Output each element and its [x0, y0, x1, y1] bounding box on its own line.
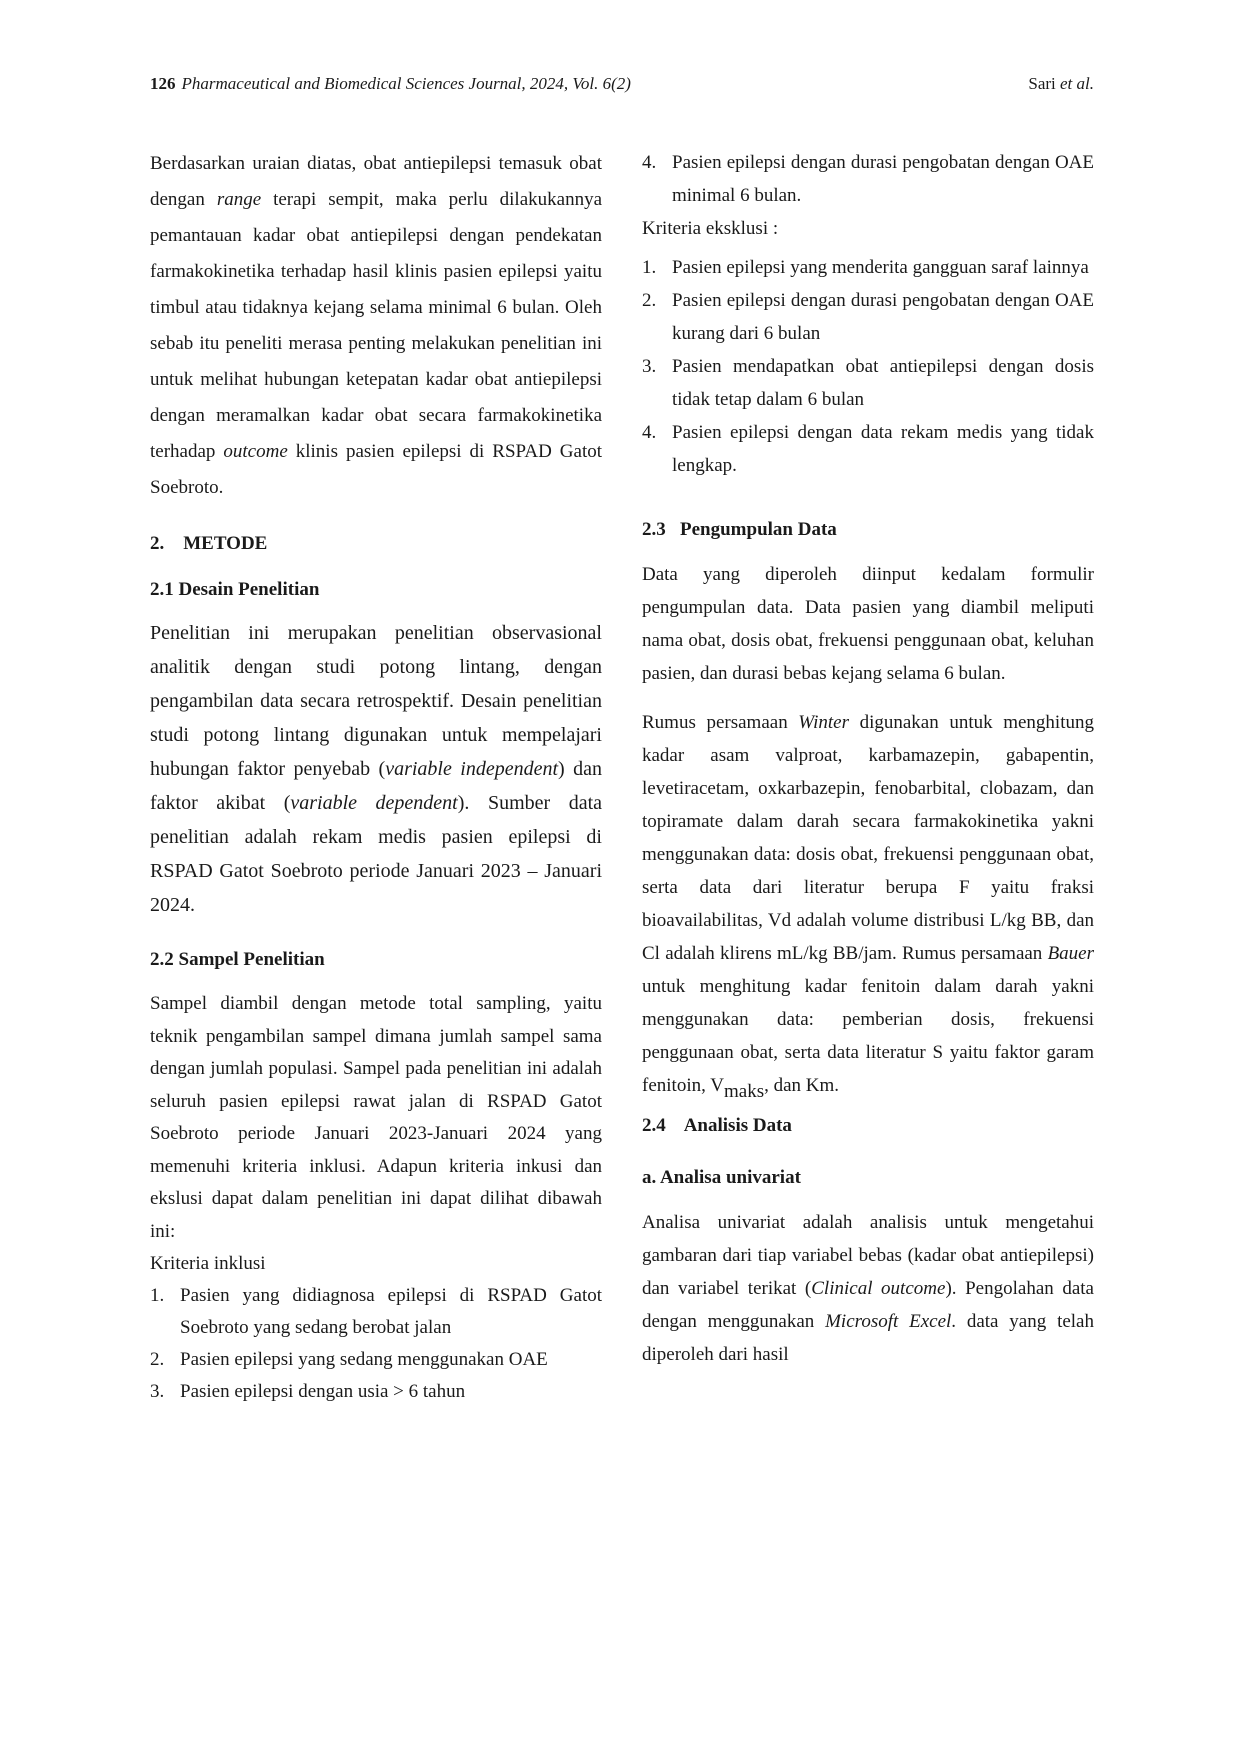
eksklusi-item: 1. Pasien epilepsi yang menderita gangguan saraf lainnya [642, 257, 1089, 278]
rumus-paragraph: Rumus persamaan Winter digunakan untuk menghitung kadar asam valproat, karbamazepin, gabapentin, levetiracetam, oxkarbazepin, fenobarbital, clobazam, dan topiramate dalam darah secara farmakokinetika yakni menggunakan data: dosis obat, frekuensi penggunaan obat, serta data dari literatur berupa F yaitu fraksi bioavailabilitas, Vd adalah volume distribusi L/kg BB, dan Cl adalah klirens mL/kg BB/jam. Rumus persamaan Bauer untuk menghitung kadar fenitoin dalam darah yakni menggunakan data: pemberian dosis, frekuensi penggunaan obat, serta data literatur S yaitu faktor garam fenitoin, Vmaks, dan Km. [642, 712, 1094, 1102]
inklusi-item: 4. Pasien epilepsi dengan durasi pengobatan dengan OAE minimal 6 bulan. [642, 152, 1094, 206]
desain-paragraph: Penelitian ini merupakan penelitian observasional analitik dengan studi potong lintang, dengan pengambilan data secara retrospektif. Desain penelitian studi potong lintang digunakan untuk mempelajari hubungan faktor penyebab (variable independent) dan faktor akibat (variable dependent). Sumber data penelitian adalah rekam medis pasien epilepsi di RSPAD Gatot Soebroto periode Januari 2023 – Januari 2024. [150, 622, 603, 916]
intro-paragraph: Berdasarkan uraian diatas, obat antiepilepsi temasuk obat dengan range terapi sempit, maka perlu dilakukannya pemantauan kadar obat antiepilepsi dengan pendekatan farmakokinetika terhadap hasil klinis pasien epilepsi yaitu timbul atau tidaknya kejang selama minimal 6 bulan. Oleh sebab itu peneliti merasa penting melakukan penelitian ini untuk melihat hubungan ketepatan kadar obat antiepilepsi dengan meramalkan kadar obat secara farmakokinetika terhadap outcome klinis pasien epilepsi di RSPAD Gatot Soebroto. [150, 153, 603, 498]
univariat-heading: a. Analisa univariat [642, 1167, 801, 1188]
inklusi-item: 1. Pasien yang didiagnosa epilepsi di RSPAD Gatot Soebroto yang sedang berobat jalan [150, 1285, 602, 1338]
sampel-heading: 2.2 Sampel Penelitian [150, 949, 325, 970]
pengumpulan-paragraph: Data yang diperoleh diinput kedalam formulir pengumpulan data. Data pasien yang diambil meliputi nama obat, dosis obat, frekuensi penggunaan obat, keluhan pasien, dan durasi bebas kejang selama 6 bulan. [642, 564, 1094, 684]
eksklusi-item: 4. Pasien epilepsi dengan data rekam medis yang tidak lengkap. [642, 422, 1094, 476]
page-number: 126 [150, 74, 176, 93]
metode-heading: 2. METODE [150, 533, 268, 554]
univariat-paragraph: Analisa univariat adalah analisis untuk mengetahui gambaran dari tiap variabel bebas (kadar obat antiepilepsi) dan variabel terikat (Clinical outcome). Pengolahan data dengan menggunakan Microsoft Excel. data yang telah diperoleh dari hasil [642, 1212, 1094, 1365]
sampel-paragraph: Sampel diambil dengan metode total sampling, yaitu teknik pengambilan sampel dimana jumlah sampel sama dengan jumlah populasi. Sampel pada penelitian ini adalah seluruh pasien epilepsi rawat jalan di RSPAD Gatot Soebroto periode Januari 2023-Januari 2024 yang memenuhi kriteria inklusi. Adapun kriteria inkusi dan ekslusi dapat dalam penelitian ini dapat dilihat dibawah ini: [150, 993, 602, 1242]
analisis-heading: 2.4 Analisis Data [642, 1115, 792, 1136]
inklusi-label: Kriteria inklusi [150, 1253, 266, 1274]
running-authors: Sari et al. [1028, 74, 1094, 93]
desain-heading: 2.1 Desain Penelitian [150, 579, 320, 600]
eksklusi-item: 3. Pasien mendapatkan obat antiepilepsi dengan dosis tidak tetap dalam 6 bulan [642, 356, 1094, 410]
eksklusi-item: 2. Pasien epilepsi dengan durasi pengobatan dengan OAE kurang dari 6 bulan [642, 290, 1094, 344]
right-column [642, 146, 1094, 1371]
inklusi-item: 3. Pasien epilepsi dengan usia > 6 tahun [150, 1381, 466, 1402]
page-header [150, 73, 1094, 95]
journal-citation: Pharmaceutical and Biomedical Sciences Journal, 2024, Vol. 6(2) [181, 74, 631, 93]
inklusi-item: 2. Pasien epilepsi yang sedang menggunakan OAE [150, 1349, 548, 1370]
left-column [150, 146, 602, 1408]
eksklusi-label: Kriteria eksklusi : [642, 218, 779, 239]
pengumpulan-heading: 2.3 Pengumpulan Data [642, 519, 837, 540]
